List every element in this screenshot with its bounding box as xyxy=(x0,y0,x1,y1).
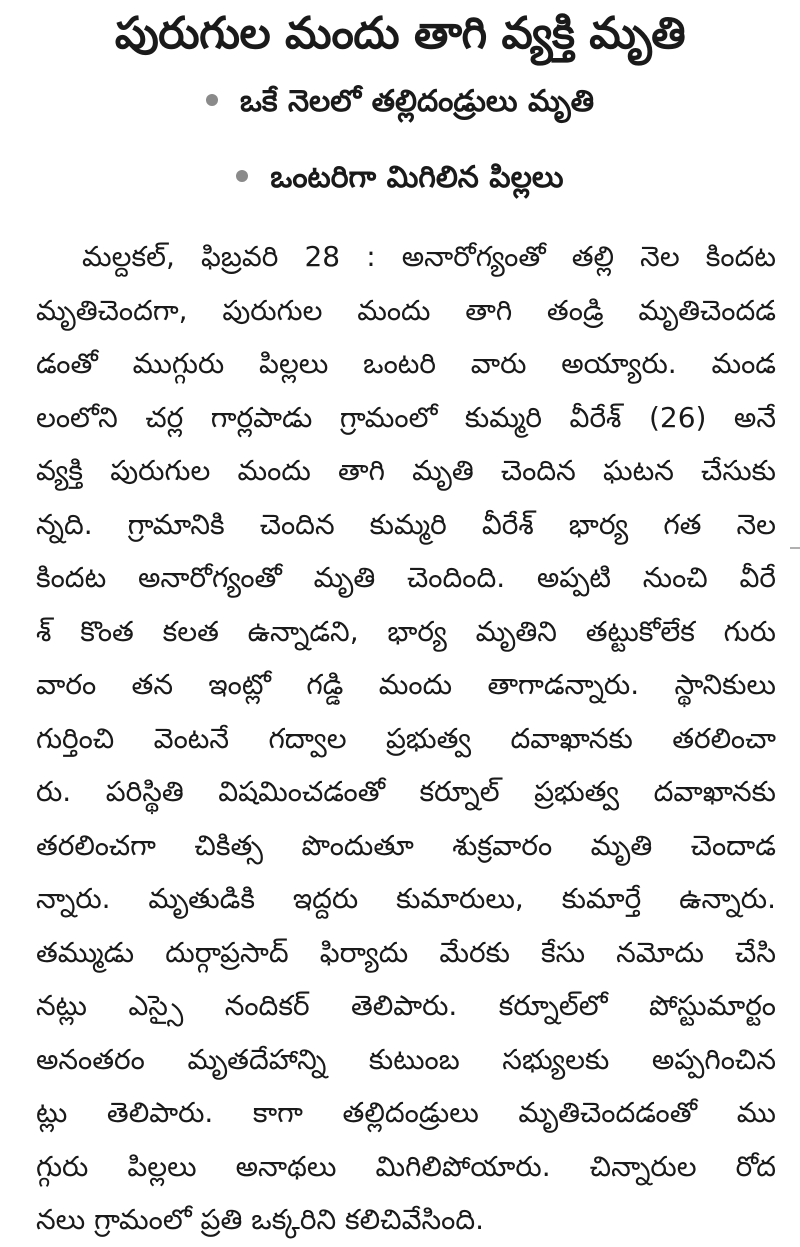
body-line: శ్ కొంత కలత ఉన్నాడని, భార్య మృతిని తట్టుకోలేక గురు xyxy=(36,614,776,648)
headline: పురుగుల మందు తాగి వ్యక్తి మృతి xyxy=(114,8,686,59)
body-line: అనంతరం మృతదేహాన్ని కుటుంబ సభ్యులకు అప్పగించిన xyxy=(36,1042,776,1076)
subheading-text: ఒకే నెలలో తల్లిదండ్రులు మృతి xyxy=(239,84,595,119)
subheading-1 xyxy=(0,82,800,122)
body-line: నలు గ్రామంలో ప్రతి ఒక్కరిని కలిచివేసింది. xyxy=(36,1203,485,1236)
body-line: నట్లు ఎస్సై నందికర్ తెలిపారు. కర్నూల్‌లో పోస్టుమార్టం xyxy=(36,989,776,1022)
bullet-icon xyxy=(236,170,248,182)
bullet-icon xyxy=(206,94,218,106)
body-line: న్నది. గ్రామానికి చెందిన కుమ్మరి వీరేశ్ భార్య గత నెల xyxy=(36,507,776,541)
body-line: రు. పరిస్థితి విషమించడంతో కర్నూల్ ప్రభుత్వ దవాఖానకు xyxy=(36,775,776,808)
body-line: తరలించగా చికిత్స పొందుతూ శుక్రవారం మృతి చెందాడ xyxy=(36,828,776,862)
subheading-text: ఒంటరిగా మిగిలిన పిల్లలు xyxy=(270,160,564,195)
edge-mark xyxy=(790,547,800,549)
body-line: గుర్తించి వెంటనే గద్వాల ప్రభుత్వ దవాఖానకు తరలించా xyxy=(36,721,776,755)
subheading-2 xyxy=(0,158,800,198)
body-line: మృతిచెందగా, పురుగుల మందు తాగి తండ్రి మృతిచెందడ xyxy=(36,293,776,327)
body-line: తమ్ముడు దుర్గాప్రసాద్ ఫిర్యాదు మేరకు కేసు నమోదు చేసి xyxy=(36,935,776,969)
body-line: న్నారు. మృతుడికి ఇద్దరు కుమారులు, కుమార్తే ఉన్నారు. xyxy=(36,882,776,915)
article-body xyxy=(36,230,776,1247)
body-line: కిందట అనారోగ్యంతో మృతి చెందింది. అప్పటి నుంచి వీరే xyxy=(36,561,776,594)
body-line: డంతో ముగ్గురు పిల్లలు ఒంటరి వారు అయ్యారు. మండ xyxy=(36,347,776,380)
body-line: ట్లు తెలిపారు. కాగా తల్లిదండ్రులు మృతిచెందడంతో ము xyxy=(36,1096,776,1129)
body-line: లంలోని చర్ల గార్లపాడు గ్రామంలో కుమ్మరి వీరేశ్ (26) అనే xyxy=(36,400,776,434)
body-line: మల్దకల్, ఫిబ్రవరి 28 : అనారోగ్యంతో తల్లి నెల కిందట xyxy=(82,240,776,273)
body-line: వారం తన ఇంట్లో గడ్డి మందు తాగాడన్నారు. స్థానికులు xyxy=(36,668,776,701)
body-line: వ్యక్తి పురుగుల మందు తాగి మృతి చెందిన ఘటన చేసుకు xyxy=(36,454,776,487)
body-line: గ్గురు పిల్లలు అనాథలు మిగిలిపోయారు. చిన్నారుల రోద xyxy=(36,1149,776,1183)
